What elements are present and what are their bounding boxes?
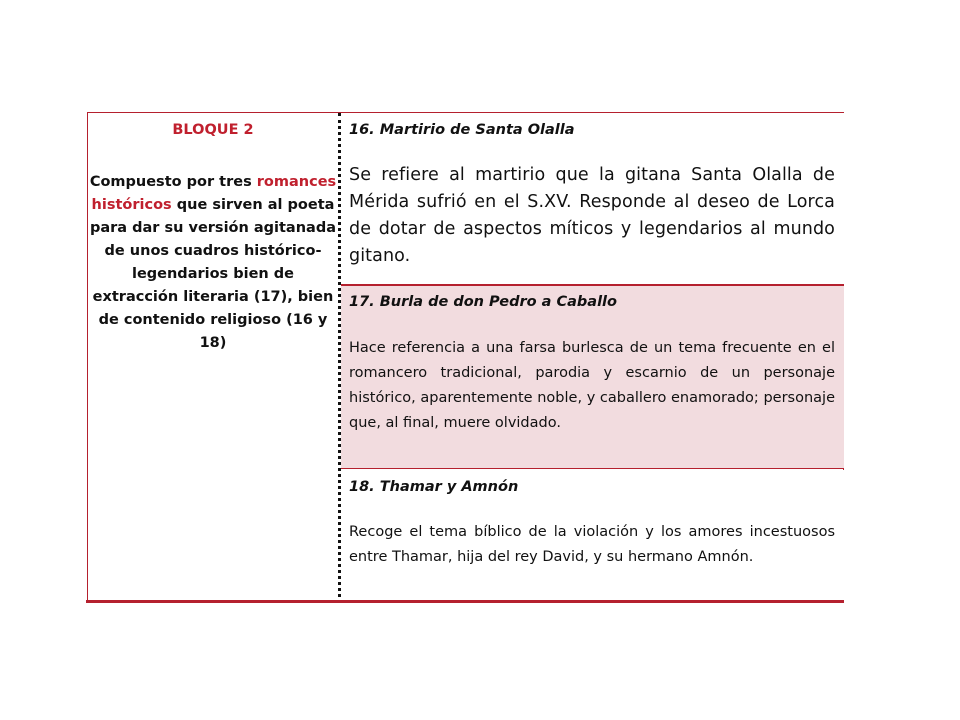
bottom-rule [86, 600, 844, 603]
item-title-17: 17. Burla de don Pedro a Caballo [349, 294, 617, 310]
item-text-18: Recoge el tema bíblico de la violación y los amores incestuosos entre Thamar, hija del rey David, y su hermano Amnón. [349, 524, 835, 565]
bloque-description-start: Compuesto por tres [89, 174, 257, 190]
bloque-description-highlight: romances históricos [91, 174, 337, 213]
item-row-18 [341, 470, 844, 601]
bloque-title: BLOQUE 2 [172, 122, 254, 138]
item-text-16: Se refiere al martirio que la gitana Santa Olalla de Mérida sufrió en el S.XV. Responde al deseo de Lorca de dotar de aspectos míticos y legendarios al mundo gitano. [349, 165, 835, 266]
item-row-17 [341, 284, 844, 469]
item-row-16 [341, 113, 844, 284]
item-title-18: 18. Thamar y Amnón [349, 479, 519, 495]
item-text-17: Hace referencia a una farsa burlesca de un tema frecuente en el romancero tradicional, parodia y escarnio de un personaje histórico, aparentemente noble, y caballero enamorado; personaje que, al final, muere olvidado. [349, 340, 835, 431]
bloque-description [88, 171, 338, 355]
item-title-16: 16. Martirio de Santa Olalla [349, 122, 575, 138]
bloque-description-end: que sirven al poeta para dar su versión agitanada de unos cuadros histórico-legendarios bien de extracción literaria (17), bien de contenido religioso (16 y 18) [89, 197, 336, 351]
content-table [87, 112, 844, 601]
bloque-cell [88, 113, 338, 601]
